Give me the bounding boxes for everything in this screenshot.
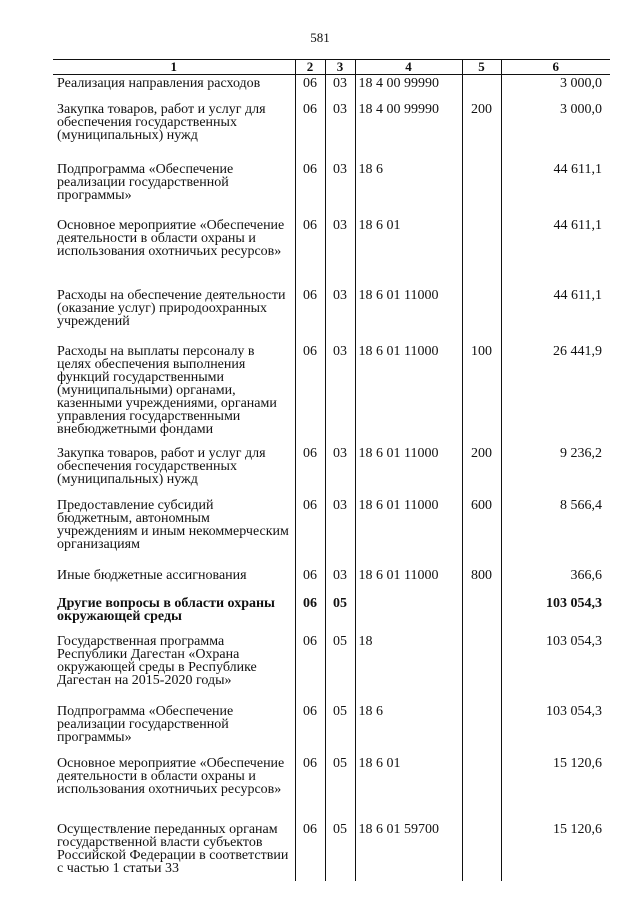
row-section-cell: 06 xyxy=(295,755,325,821)
row-amount-cell: 44 611,1 xyxy=(501,161,610,217)
row-subsection-cell: 03 xyxy=(325,217,355,287)
row-subsection-cell: 03 xyxy=(325,343,355,445)
row-amount-cell: 15 120,6 xyxy=(501,755,610,821)
row-expense-type-cell: 200 xyxy=(462,445,501,497)
row-amount-cell: 3 000,0 xyxy=(501,75,610,101)
row-section-cell: 06 xyxy=(295,445,325,497)
row-section-cell: 06 xyxy=(295,567,325,595)
header-col-3: 3 xyxy=(325,60,355,75)
row-expense-type-cell xyxy=(462,217,501,287)
table-row xyxy=(53,161,610,217)
row-subsection-cell: 03 xyxy=(325,567,355,595)
row-section-cell: 06 xyxy=(295,75,325,101)
row-target-article-cell: 18 6 xyxy=(355,161,462,217)
table-row xyxy=(53,633,610,703)
row-name-cell: Осуществление переданных органам государственной власти субъектов Российской Федерации в соответствии с частью 1 статьи 33 xyxy=(53,821,295,881)
header-col-1: 1 xyxy=(53,60,295,75)
row-name-cell: Расходы на обеспечение деятельности (оказание услуг) природоохранных учреждений xyxy=(53,287,295,343)
budget-table xyxy=(53,59,610,881)
row-target-article-cell: 18 6 01 11000 xyxy=(355,445,462,497)
row-subsection-cell: 05 xyxy=(325,595,355,633)
row-subsection-cell: 03 xyxy=(325,161,355,217)
row-amount-cell: 3 000,0 xyxy=(501,101,610,161)
row-target-article-cell: 18 6 01 11000 xyxy=(355,567,462,595)
row-target-article-cell: 18 6 01 11000 xyxy=(355,497,462,567)
row-name-cell: Государственная программа Республики Дагестан «Охрана окружающей среды в Республике Дагестан на 2015-2020 годы» xyxy=(53,633,295,703)
page-number: 581 xyxy=(310,30,330,45)
row-subsection-cell: 03 xyxy=(325,101,355,161)
row-subsection-cell: 03 xyxy=(325,445,355,497)
row-subsection-cell: 05 xyxy=(325,633,355,703)
row-subsection-cell: 03 xyxy=(325,287,355,343)
row-amount-cell: 8 566,4 xyxy=(501,497,610,567)
row-target-article-cell: 18 4 00 99990 xyxy=(355,75,462,101)
row-name-cell: Закупка товаров, работ и услуг для обеспечения государственных (муниципальных) нужд xyxy=(53,445,295,497)
header-col-6: 6 xyxy=(501,60,610,75)
row-amount-cell: 366,6 xyxy=(501,567,610,595)
row-target-article-cell: 18 6 01 59700 xyxy=(355,821,462,881)
row-amount-cell: 44 611,1 xyxy=(501,217,610,287)
row-expense-type-cell xyxy=(462,633,501,703)
table-row xyxy=(53,101,610,161)
table-body xyxy=(53,75,610,881)
row-name-cell: Подпрограмма «Обеспечение реализации государственной программы» xyxy=(53,703,295,755)
row-target-article-cell: 18 6 01 xyxy=(355,755,462,821)
row-subsection-cell: 05 xyxy=(325,821,355,881)
row-name-cell: Предоставление субсидий бюджетным, автономным учреждениям и иным некоммерческим организациям xyxy=(53,497,295,567)
table-row xyxy=(53,497,610,567)
row-target-article-cell: 18 6 01 11000 xyxy=(355,287,462,343)
row-target-article-cell: 18 4 00 99990 xyxy=(355,101,462,161)
row-section-cell: 06 xyxy=(295,497,325,567)
row-amount-cell: 26 441,9 xyxy=(501,343,610,445)
table-row xyxy=(53,75,610,101)
row-name-cell: Иные бюджетные ассигнования xyxy=(53,567,295,595)
row-name-cell: Другие вопросы в области охраны окружающей среды xyxy=(53,595,295,633)
row-expense-type-cell xyxy=(462,161,501,217)
header-col-2: 2 xyxy=(295,60,325,75)
row-target-article-cell xyxy=(355,595,462,633)
table-row xyxy=(53,343,610,445)
row-expense-type-cell xyxy=(462,595,501,633)
row-target-article-cell: 18 6 xyxy=(355,703,462,755)
row-subsection-cell: 05 xyxy=(325,703,355,755)
row-amount-cell: 15 120,6 xyxy=(501,821,610,881)
row-section-cell: 06 xyxy=(295,287,325,343)
row-target-article-cell: 18 6 01 xyxy=(355,217,462,287)
row-amount-cell: 103 054,3 xyxy=(501,703,610,755)
row-amount-cell: 103 054,3 xyxy=(501,633,610,703)
row-section-cell: 06 xyxy=(295,343,325,445)
row-amount-cell: 103 054,3 xyxy=(501,595,610,633)
row-expense-type-cell xyxy=(462,75,501,101)
row-target-article-cell: 18 xyxy=(355,633,462,703)
table-row xyxy=(53,217,610,287)
row-expense-type-cell xyxy=(462,755,501,821)
row-subsection-cell: 03 xyxy=(325,75,355,101)
row-expense-type-cell: 600 xyxy=(462,497,501,567)
row-expense-type-cell xyxy=(462,703,501,755)
row-name-cell: Расходы на выплаты персоналу в целях обеспечения выполнения функций государственными (муниципальными) органами, казенными учреждениями, органами управления государственными внебюджетными фондами xyxy=(53,343,295,445)
row-section-cell: 06 xyxy=(295,633,325,703)
row-expense-type-cell: 100 xyxy=(462,343,501,445)
table-row xyxy=(53,703,610,755)
row-target-article-cell: 18 6 01 11000 xyxy=(355,343,462,445)
row-section-cell: 06 xyxy=(295,101,325,161)
table-row xyxy=(53,287,610,343)
row-subsection-cell: 05 xyxy=(325,755,355,821)
table-row xyxy=(53,567,610,595)
row-name-cell: Основное мероприятие «Обеспечение деятельности в области охраны и использования охотничьих ресурсов» xyxy=(53,755,295,821)
row-section-cell: 06 xyxy=(295,161,325,217)
row-name-cell: Подпрограмма «Обеспечение реализации государственной программы» xyxy=(53,161,295,217)
row-name-cell: Закупка товаров, работ и услуг для обеспечения государственных (муниципальных) нужд xyxy=(53,101,295,161)
row-name-cell: Основное мероприятие «Обеспечение деятельности в области охраны и использования охотничьих ресурсов» xyxy=(53,217,295,287)
row-expense-type-cell xyxy=(462,821,501,881)
table-header-row xyxy=(53,60,610,75)
row-subsection-cell: 03 xyxy=(325,497,355,567)
row-amount-cell: 9 236,2 xyxy=(501,445,610,497)
row-expense-type-cell xyxy=(462,287,501,343)
row-section-cell: 06 xyxy=(295,821,325,881)
row-section-cell: 06 xyxy=(295,595,325,633)
header-col-4: 4 xyxy=(355,60,462,75)
table-row xyxy=(53,755,610,821)
row-expense-type-cell: 800 xyxy=(462,567,501,595)
header-col-5: 5 xyxy=(462,60,501,75)
table-row xyxy=(53,595,610,633)
row-section-cell: 06 xyxy=(295,703,325,755)
table-row xyxy=(53,821,610,881)
row-amount-cell: 44 611,1 xyxy=(501,287,610,343)
row-name-cell: Реализация направления расходов xyxy=(53,75,295,101)
row-expense-type-cell: 200 xyxy=(462,101,501,161)
table-row xyxy=(53,445,610,497)
row-section-cell: 06 xyxy=(295,217,325,287)
